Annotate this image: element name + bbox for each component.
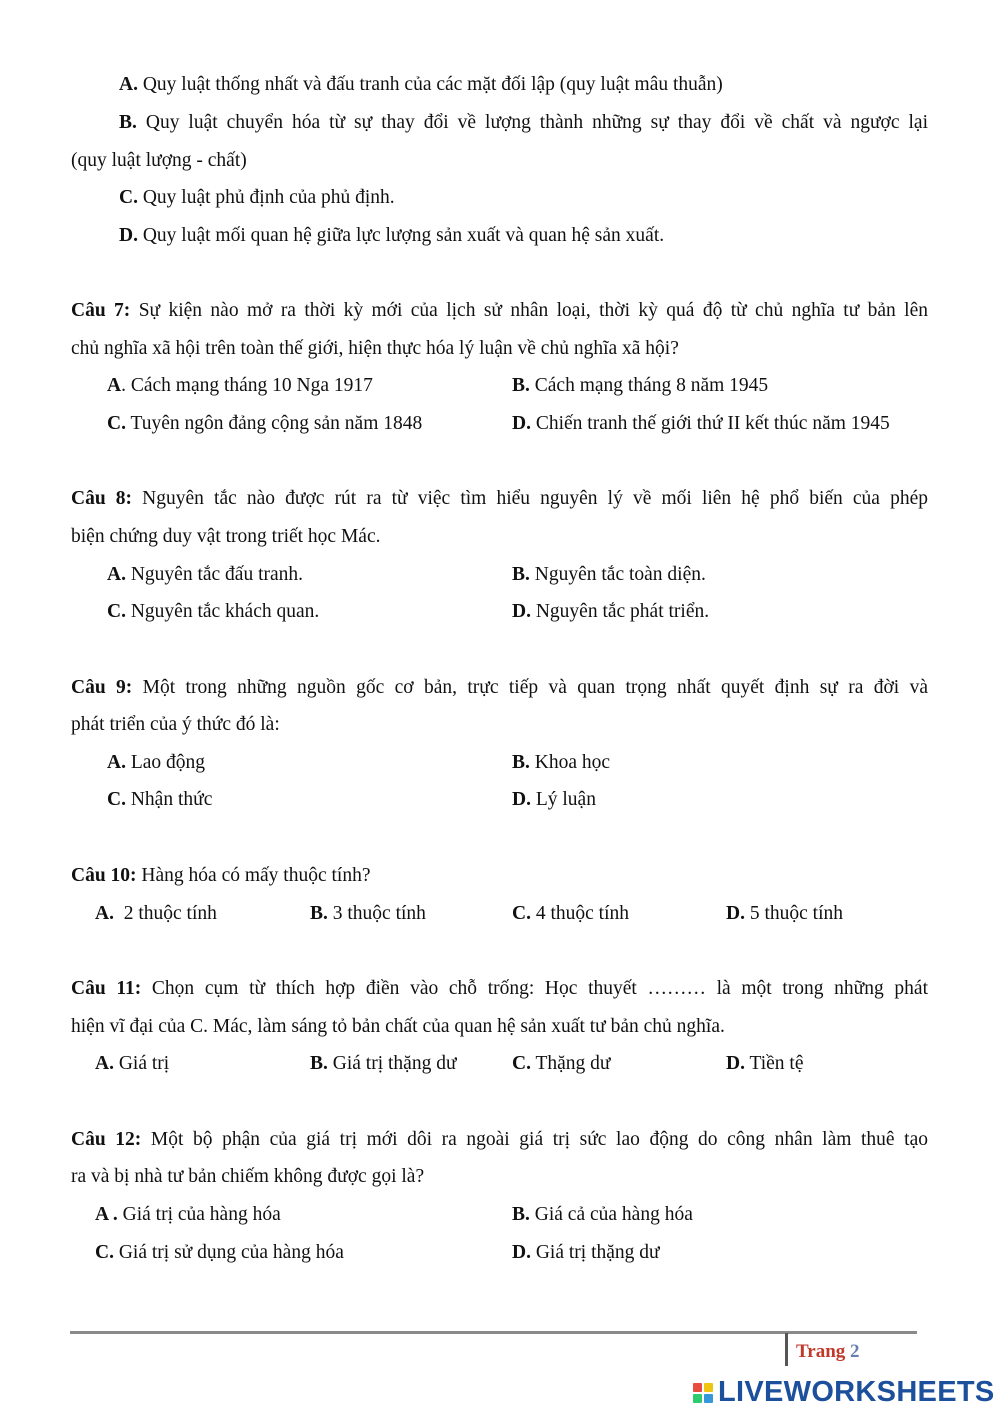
q7-option-a[interactable]: A. Cách mạng tháng 10 Nga 1917 <box>107 375 373 396</box>
q10-option-d[interactable]: D. 5 thuộc tính <box>726 903 844 924</box>
liveworksheets-grid-icon <box>693 1383 713 1403</box>
question-9-text-line2: phát triển của ý thức đó là: <box>71 714 280 735</box>
q11-option-a[interactable]: A. Giá trị <box>95 1053 170 1074</box>
q12-option-c[interactable]: C. Giá trị sử dụng của hàng hóa <box>95 1242 344 1263</box>
footer-rule <box>70 1331 917 1334</box>
question-11-text: Câu 11: Chọn cụm từ thích hợp điền vào chỗ trống: Học thuyết ……… là một trong những phát <box>71 978 928 999</box>
liveworksheets-logo-text: LIVEWORKSHEETS <box>718 1376 995 1408</box>
question-10-text: Câu 10: Hàng hóa có mấy thuộc tính? <box>71 865 371 886</box>
q8-option-a[interactable]: A. Nguyên tắc đấu tranh. <box>107 564 304 585</box>
question-8-text-line2: biện chứng duy vật trong triết học Mác. <box>71 526 381 547</box>
q11-option-b[interactable]: B. Giá trị thặng dư <box>310 1053 457 1074</box>
q10-option-c[interactable]: C. 4 thuộc tính <box>512 903 630 924</box>
q12-option-d[interactable]: D. Giá trị thặng dư <box>512 1242 660 1263</box>
q9-option-b[interactable]: B. Khoa học <box>512 752 611 773</box>
q7-option-d[interactable]: D. Chiến tranh thế giới thứ II kết thúc năm 1945 <box>512 413 890 434</box>
question-8-text: Câu 8: Nguyên tắc nào được rút ra từ việc tìm hiểu nguyên lý về mối liên hệ phổ biến của phép <box>71 488 928 509</box>
q11-option-c[interactable]: C. Thặng dư <box>512 1053 611 1074</box>
question-9-text: Câu 9: Một trong những nguồn gốc cơ bản, trực tiếp và quan trọng nhất quyết định sự ra đời và <box>71 677 928 698</box>
question-12-text: Câu 12: Một bộ phận của giá trị mới dôi ra ngoài giá trị sức lao động do công nhân làm thuê tạo <box>71 1129 928 1150</box>
question-7-text-line2: chủ nghĩa xã hội trên toàn thế giới, hiện thực hóa lý luận về chủ nghĩa xã hội? <box>71 338 679 359</box>
q12-option-b[interactable]: B. Giá cả của hàng hóa <box>512 1204 693 1225</box>
question-12-text-line2: ra và bị nhà tư bản chiếm không được gọi là? <box>71 1166 425 1187</box>
cont-option-b-continued: (quy luật lượng - chất) <box>71 150 247 171</box>
q11-option-d[interactable]: D. Tiền tệ <box>726 1053 804 1074</box>
q10-option-b[interactable]: B. 3 thuộc tính <box>310 903 426 924</box>
q8-option-d[interactable]: D. Nguyên tắc phát triển. <box>512 601 710 622</box>
q9-option-c[interactable]: C. Nhận thức <box>107 789 213 810</box>
cont-option-b[interactable]: B. Quy luật chuyển hóa từ sự thay đổi về lượng thành những sự thay đổi về chất và ngược lại <box>119 112 928 133</box>
footer-separator <box>785 1333 788 1366</box>
cont-option-c[interactable]: C. Quy luật phủ định của phủ định. <box>119 187 395 208</box>
cont-option-a[interactable]: A. Quy luật thống nhất và đấu tranh của các mặt đối lập (quy luật mâu thuẫn) <box>119 74 723 95</box>
q7-option-c[interactable]: C. Tuyên ngôn đảng cộng sản năm 1848 <box>107 413 423 434</box>
q8-option-c[interactable]: C. Nguyên tắc khách quan. <box>107 601 320 622</box>
page-number-label: Trang 2 <box>796 1341 860 1362</box>
question-11-text-line2: hiện vĩ đại của C. Mác, làm sáng tỏ bản chất của quan hệ sản xuất tư bản chủ nghĩa. <box>71 1016 725 1037</box>
q10-option-a[interactable]: A. 2 thuộc tính <box>95 903 217 924</box>
liveworksheets-logo[interactable] <box>693 1376 995 1409</box>
q12-option-a[interactable]: A . Giá trị của hàng hóa <box>95 1204 281 1225</box>
q8-option-b[interactable]: B. Nguyên tắc toàn diện. <box>512 564 706 585</box>
question-7-text: Câu 7: Sự kiện nào mở ra thời kỳ mới của lịch sử nhân loại, thời kỳ quá độ từ chủ nghĩa tư bản lên <box>71 300 929 321</box>
q7-option-b[interactable]: B. Cách mạng tháng 8 năm 1945 <box>512 375 769 396</box>
q9-option-d[interactable]: D. Lý luận <box>512 789 596 810</box>
q9-option-a[interactable]: A. Lao động <box>107 752 206 773</box>
cont-option-d[interactable]: D. Quy luật mối quan hệ giữa lực lượng sản xuất và quan hệ sản xuất. <box>119 225 665 246</box>
